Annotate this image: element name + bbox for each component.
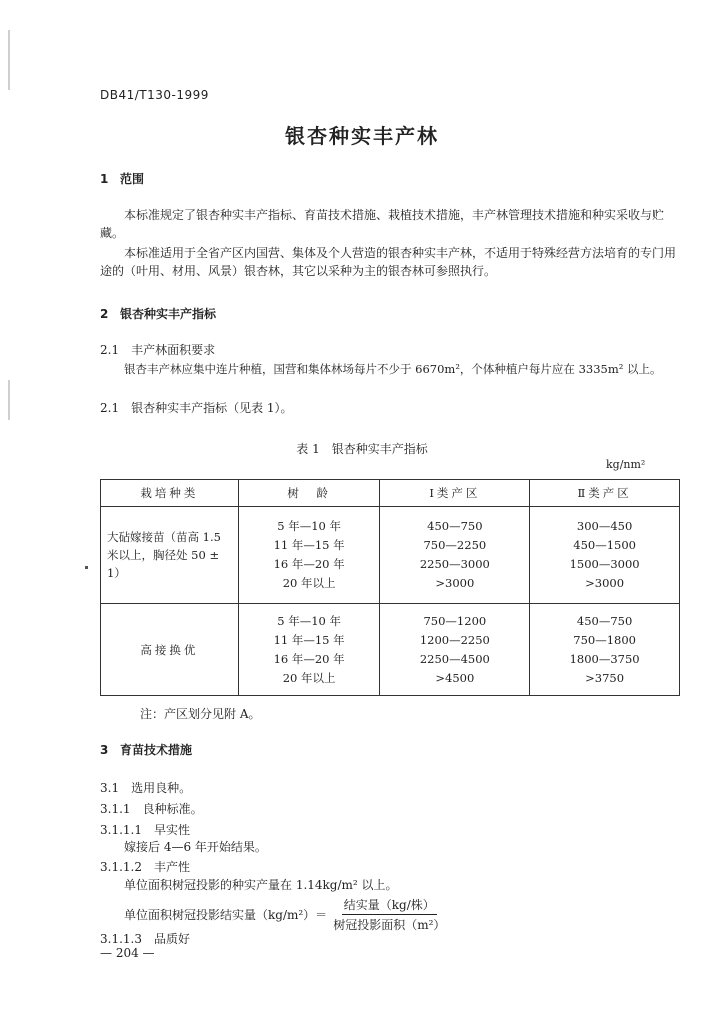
item-number: 3.1.1.1: [100, 823, 142, 837]
scan-speck: [8, 380, 10, 420]
table-unit: kg/nm²: [606, 458, 646, 471]
table-cell-line: 450—1500: [573, 538, 636, 552]
list-item: [100, 779, 191, 797]
table-cell-line: 1500—3000: [569, 557, 640, 571]
list-item: [124, 838, 267, 856]
table-zone2-cell: [530, 507, 680, 604]
item-number: 3.1.1: [100, 802, 131, 816]
scan-speck: [85, 566, 88, 569]
scan-speck: [8, 30, 10, 90]
page-title: 银杏种实丰产林: [285, 124, 439, 148]
table-header-cell: Ⅰ类产区: [380, 480, 530, 507]
section-2-heading: [100, 305, 216, 322]
table-category-cell: 高接换优: [101, 604, 239, 696]
item-text: 良种标准。: [142, 802, 203, 816]
table-cell-line: 1800—3750: [569, 651, 640, 666]
table-row: [101, 604, 680, 696]
table-zone2-cell: [530, 604, 680, 696]
table-cell-line: 2250—3000: [419, 557, 490, 571]
yield-table: [100, 479, 680, 696]
table-cell-line: 450—750: [427, 519, 483, 533]
table-cell-line: 300—450: [576, 519, 633, 533]
table-cell-line: 11 年—15 年: [273, 538, 345, 552]
section-number: 1: [100, 172, 109, 186]
table-age-cell: [238, 604, 380, 696]
list-item: [100, 858, 190, 876]
table-cell-line: >3750: [585, 670, 625, 685]
list-item: [100, 800, 203, 818]
paragraph: 本标准规定了银杏种实丰产指标、育苗技术措施、栽植技术措施，丰产林管理技术措施和种实采收与贮藏。: [100, 208, 665, 240]
table-header-row: [101, 480, 680, 507]
item-text: 嫁接后 4—6 年开始结果。: [124, 840, 267, 854]
section-title: 育苗技术措施: [120, 743, 193, 757]
paragraph: 本标准适用于全省产区内国营、集体及个人营造的银杏种实丰产林，不适用于特殊经营方法培育的专门用途的（叶用、材用、风景）银杏林，其它以采种为主的银杏林可参照执行。: [100, 246, 677, 278]
table-age-cell: [238, 507, 380, 604]
table-cell-line: 2250—4500: [419, 651, 490, 666]
table-cell-line: 5 年—10 年: [277, 613, 341, 628]
table-cell-line: 450—750: [576, 613, 633, 628]
yield-formula: [124, 896, 445, 933]
list-item: [124, 876, 398, 894]
section-title: 范围: [120, 172, 145, 186]
item-text: 单位面积树冠投影的种实产量在 1.14kg/m² 以上。: [124, 878, 398, 892]
item-text: 品质好: [154, 932, 191, 946]
formula-left: 单位面积树冠投影结实量（kg/m²）＝: [124, 908, 328, 922]
section-1-heading: [100, 170, 144, 187]
subsection-heading: [100, 399, 293, 417]
table-cell-line: 1200—2250: [419, 632, 490, 647]
item-number: 3.1: [100, 781, 120, 795]
item-text: 选用良种。: [131, 781, 192, 795]
subsection-number: 2.1: [100, 401, 120, 415]
table-zone1-cell: [380, 507, 530, 604]
subsection-number: 2.1: [100, 343, 120, 357]
item-text: 早实性: [154, 823, 191, 837]
table-zone1-cell: [380, 604, 530, 696]
table-category-cell: 大砧嫁接苗（苗高 1.5 米以上，胸径处 50 ± 1）: [101, 507, 239, 604]
page-number: — 204 —: [100, 946, 155, 960]
table-cell-line: >4500: [435, 670, 475, 685]
item-number: 3.1.1.3: [100, 932, 142, 946]
table-cell-line: 11 年—15 年: [273, 632, 345, 647]
formula-numerator: 结实量（kg/株）: [342, 896, 437, 915]
table-cell-line: 16 年—20 年: [273, 557, 345, 571]
section-3-heading: [100, 741, 192, 758]
table-cell-line: 5 年—10 年: [277, 519, 341, 533]
item-number: 3.1.1.2: [100, 860, 142, 874]
table-caption: 表 1 银杏种实丰产指标: [296, 442, 428, 456]
subsection-heading: [100, 341, 215, 359]
table-cell-line: >3000: [585, 576, 625, 590]
paragraph: 银杏丰产林应集中连片种植，国营和集体林场每片不少于 6670m²，个体种植户每片应在 3335m² 以上。: [124, 362, 662, 376]
section-number: 2: [100, 307, 109, 321]
table-header-cell: Ⅱ类产区: [530, 480, 680, 507]
table-row: [101, 507, 680, 604]
section-number: 3: [100, 743, 109, 757]
list-item: [100, 821, 190, 839]
table-cell-line: 20 年以上: [282, 576, 336, 590]
table-header-cell: 树 龄: [238, 480, 380, 507]
table-header-cell: 栽培种类: [101, 480, 239, 507]
table-cell-line: 750—1200: [423, 613, 487, 628]
table-cell-line: 750—2250: [423, 538, 487, 552]
table-note: 注：产区划分见附 A。: [140, 707, 261, 721]
section-title: 银杏种实丰产指标: [120, 307, 217, 321]
table-cell-line: 20 年以上: [282, 670, 336, 685]
table-cell-line: >3000: [435, 576, 475, 590]
table-cell-line: 16 年—20 年: [273, 651, 345, 666]
subsection-title: 丰产林面积要求: [131, 343, 216, 357]
subsection-text: 银杏种实丰产指标（见表 1）。: [131, 401, 293, 415]
table-cell-line: 750—1800: [573, 632, 636, 647]
item-text: 丰产性: [154, 860, 191, 874]
standard-code: DB41/T130-1999: [100, 88, 209, 102]
formula-fraction: [333, 896, 445, 933]
formula-denominator: 树冠投影面积（m²）: [333, 918, 446, 932]
